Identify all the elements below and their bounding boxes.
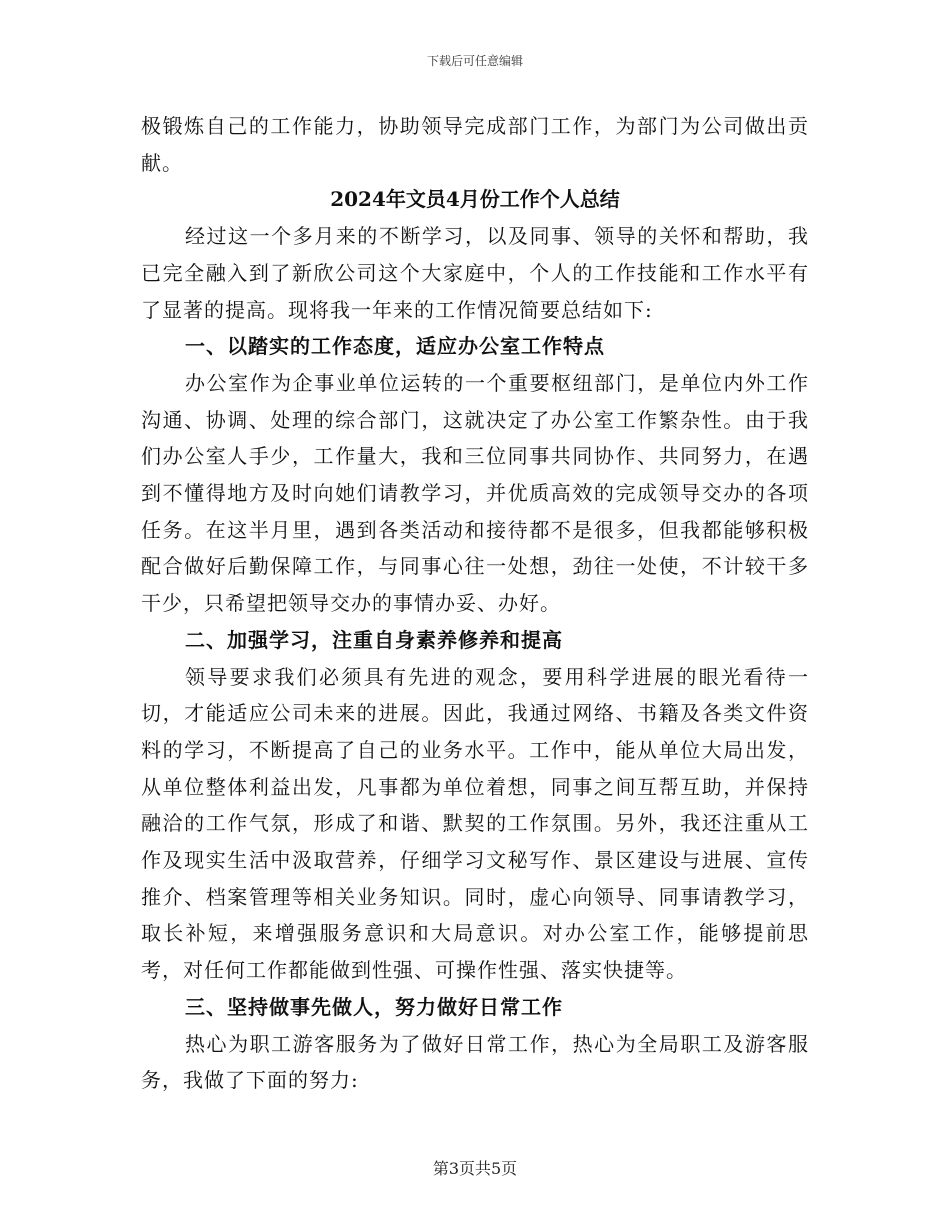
page-header-note: 下载后可任意编辑 (426, 54, 523, 68)
document-body (141, 108, 809, 1099)
page-number-footer: 第3页共5页 (432, 1159, 518, 1178)
document-title: 2024年文员4月份工作个人总结 (330, 187, 620, 212)
section-3-heading: 三、坚持做事先做人，努力做好日常工作 (185, 994, 563, 1019)
section-1-paragraph: 办公室作为企事业单位运转的一个重要枢纽部门，是单位内外工作沟通、协调、处理的综合部门，这就决定了办公室工作繁杂性。由于我们办公室人手少，工作量大，我和三位同事共同协作、共同努力，在遇到不懂得地方及时向她们请教学习，并优质高效的完成领导交办的各项任务。在这半月里，遇到各类活动和接待都不是很多，但我都能够积极配合做好后勤保障工作，与同事心往一处想，劲往一处使，不计较干多干少，只希望把领导交办的事情办妥、办好。 (141, 370, 809, 616)
carryover-paragraph: 极锻炼自己的工作能力，协助领导完成部门工作，为部门为公司做出贡献。 (141, 114, 809, 175)
section-1-heading: 一、以踏实的工作态度，适应办公室工作特点 (185, 334, 605, 359)
section-2-heading: 二、加强学习，注重自身素养修养和提高 (185, 627, 563, 652)
intro-paragraph: 经过这一个多月来的不断学习，以及同事、领导的关怀和帮助，我已完全融入到了新欣公司这个大家庭中，个人的工作技能和工作水平有了显著的提高。现将我一年来的工作情况简要总结如下: (141, 224, 809, 322)
section-3-paragraph: 热心为职工游客服务为了做好日常工作，热心为全局职工及游客服务，我做了下面的努力: (141, 1031, 809, 1093)
section-2-paragraph: 领导要求我们必须具有先进的观念，要用科学进展的眼光看待一切，才能适应公司未来的进展。因此，我通过网络、书籍及各类文件资料的学习，不断提高了自己的业务水平。工作中，能从单位大局出发，从单位整体利益出发，凡事都为单位着想，同事之间互帮互助，并保持融洽的工作气氛，形成了和谐、默契的工作氛围。另外，我还注重从工作及现实生活中汲取营养，仔细学习文秘写作、景区建设与进展、宣传推介、档案管理等相关业务知识。同时，虚心向领导、同事请教学习，取长补短，来增强服务意识和大局意识。对办公室工作，能够提前思考，对任何工作都能做到性强、可操作性强、落实快捷等。 (141, 664, 809, 983)
